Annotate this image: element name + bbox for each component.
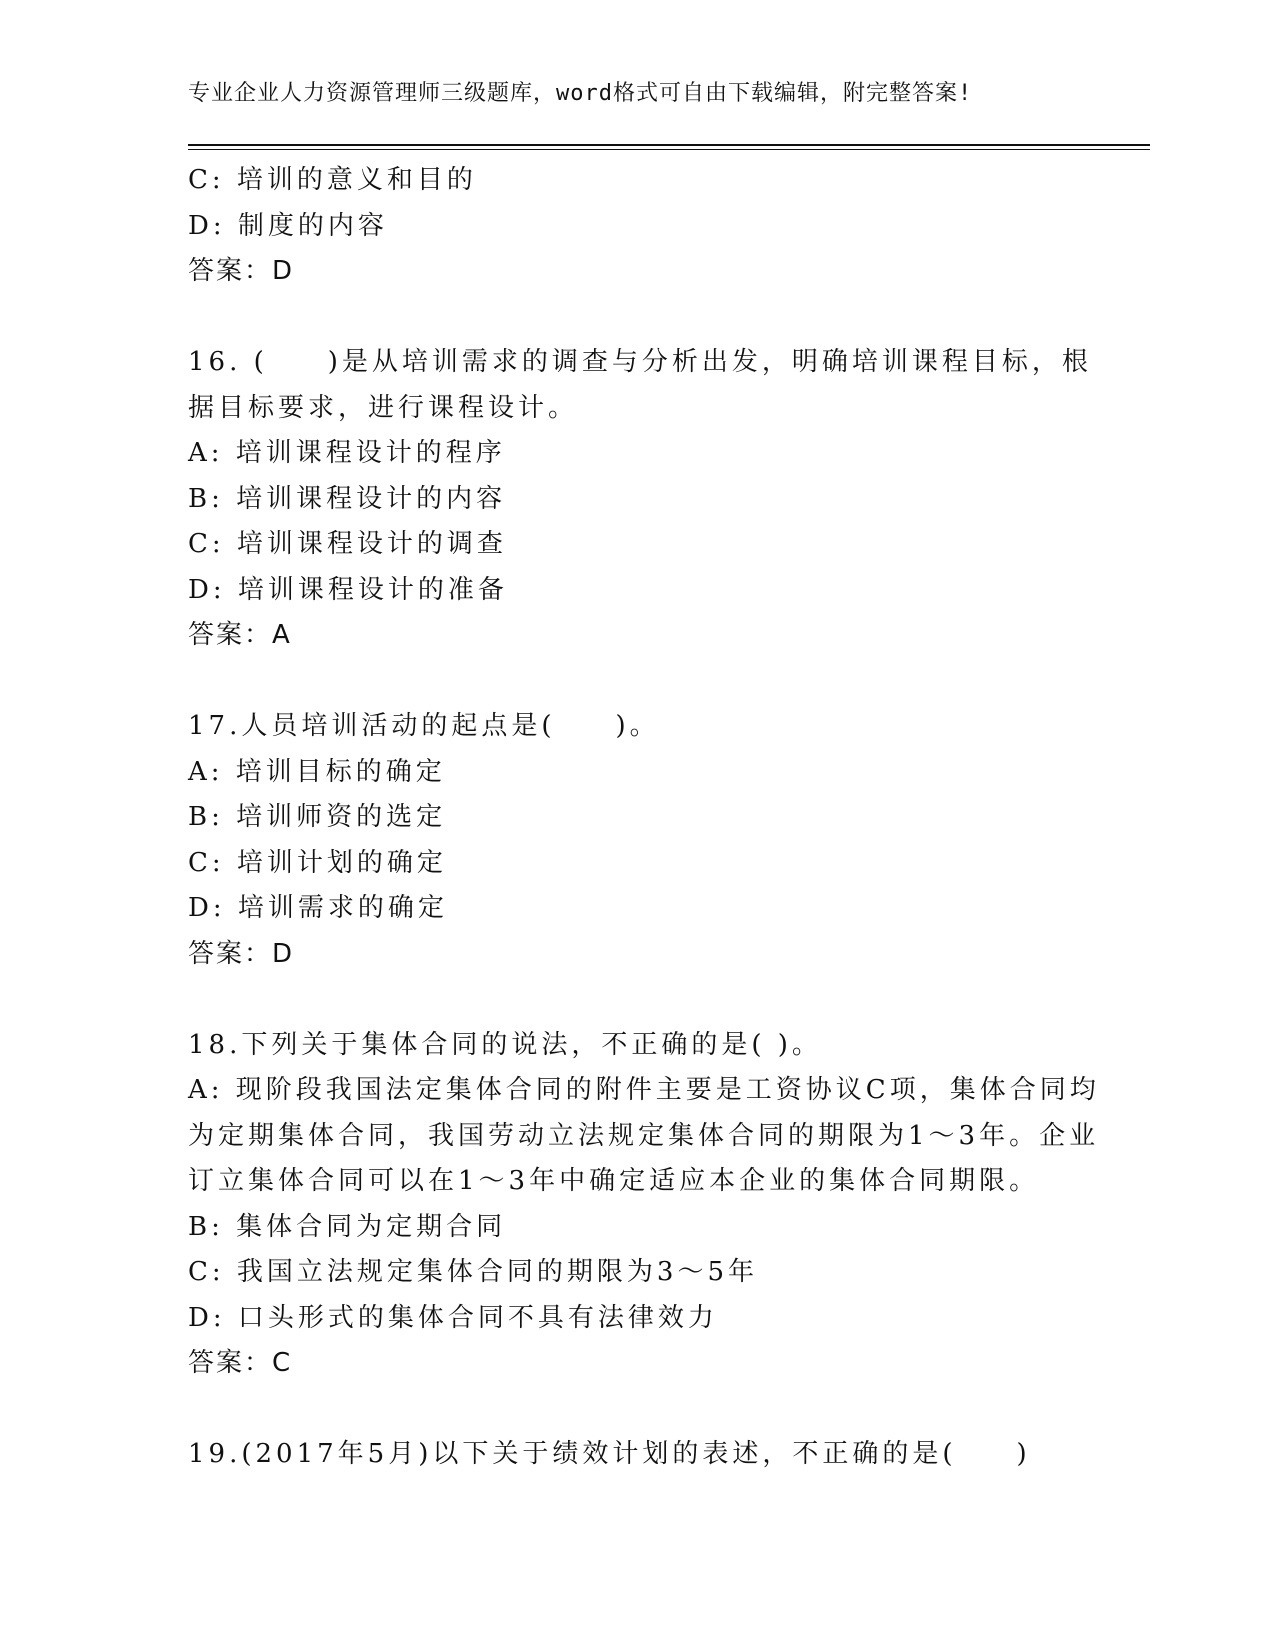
question-text: 19.(2017年5月)以下关于绩效计划的表述，不正确的是( ) (188, 1439, 1031, 1469)
spacer (188, 1387, 1088, 1433)
answer-line: 答案：A (188, 620, 292, 650)
question-list (188, 158, 1100, 1478)
header-divider (188, 144, 1150, 150)
spacer (188, 977, 1088, 1023)
spacer (188, 295, 1088, 341)
option-line: A: 培训目标的确定 (188, 756, 446, 787)
question-text: 16. ( )是从培训需求的调查与分析出发，明确培训课程目标，根 (188, 347, 1092, 377)
option-line: C: 我国立法规定集体合同的期限为3～5年 (188, 1257, 759, 1287)
option-line: C: 培训课程设计的调查 (188, 529, 507, 559)
option-line: D: 培训需求的确定 (188, 893, 448, 923)
option-line: 订立集体合同可以在1～3年中确定适应本企业的集体合同期限。 (188, 1166, 1040, 1196)
option-line: C: 培训计划的确定 (188, 847, 447, 878)
answer-line: 答案：D (188, 938, 295, 969)
option-line: D: 培训课程设计的准备 (188, 574, 508, 605)
page-header: 专业企业人力资源管理师三级题库，word格式可自由下载编辑，附完整答案! (188, 81, 973, 106)
question-text: 据目标要求，进行课程设计。 (188, 392, 579, 423)
option-line: B: 培训课程设计的内容 (188, 483, 507, 514)
answer-line: 答案：D (188, 256, 295, 286)
option-line: D: 口头形式的集体合同不具有法律效力 (188, 1302, 718, 1333)
question-text: 18.下列关于集体合同的说法，不正确的是( )。 (188, 1029, 822, 1060)
option-line: C: 培训的意义和目的 (188, 165, 477, 195)
option-line: B: 集体合同为定期合同 (188, 1211, 507, 1242)
option-line: B: 培训师资的选定 (188, 802, 447, 832)
spacer (188, 659, 1088, 705)
option-line: 为定期集体合同，我国劳动立法规定集体合同的期限为1～3年。企业 (188, 1120, 1100, 1151)
option-line: A: 培训课程设计的程序 (188, 438, 506, 468)
question-text: 17.人员培训活动的起点是( )。 (188, 711, 660, 741)
option-line: A: 现阶段我国法定集体合同的附件主要是工资协议C项，集体合同均 (188, 1075, 1100, 1105)
answer-line: 答案：C (188, 1348, 293, 1378)
option-line: D: 制度的内容 (188, 210, 388, 241)
